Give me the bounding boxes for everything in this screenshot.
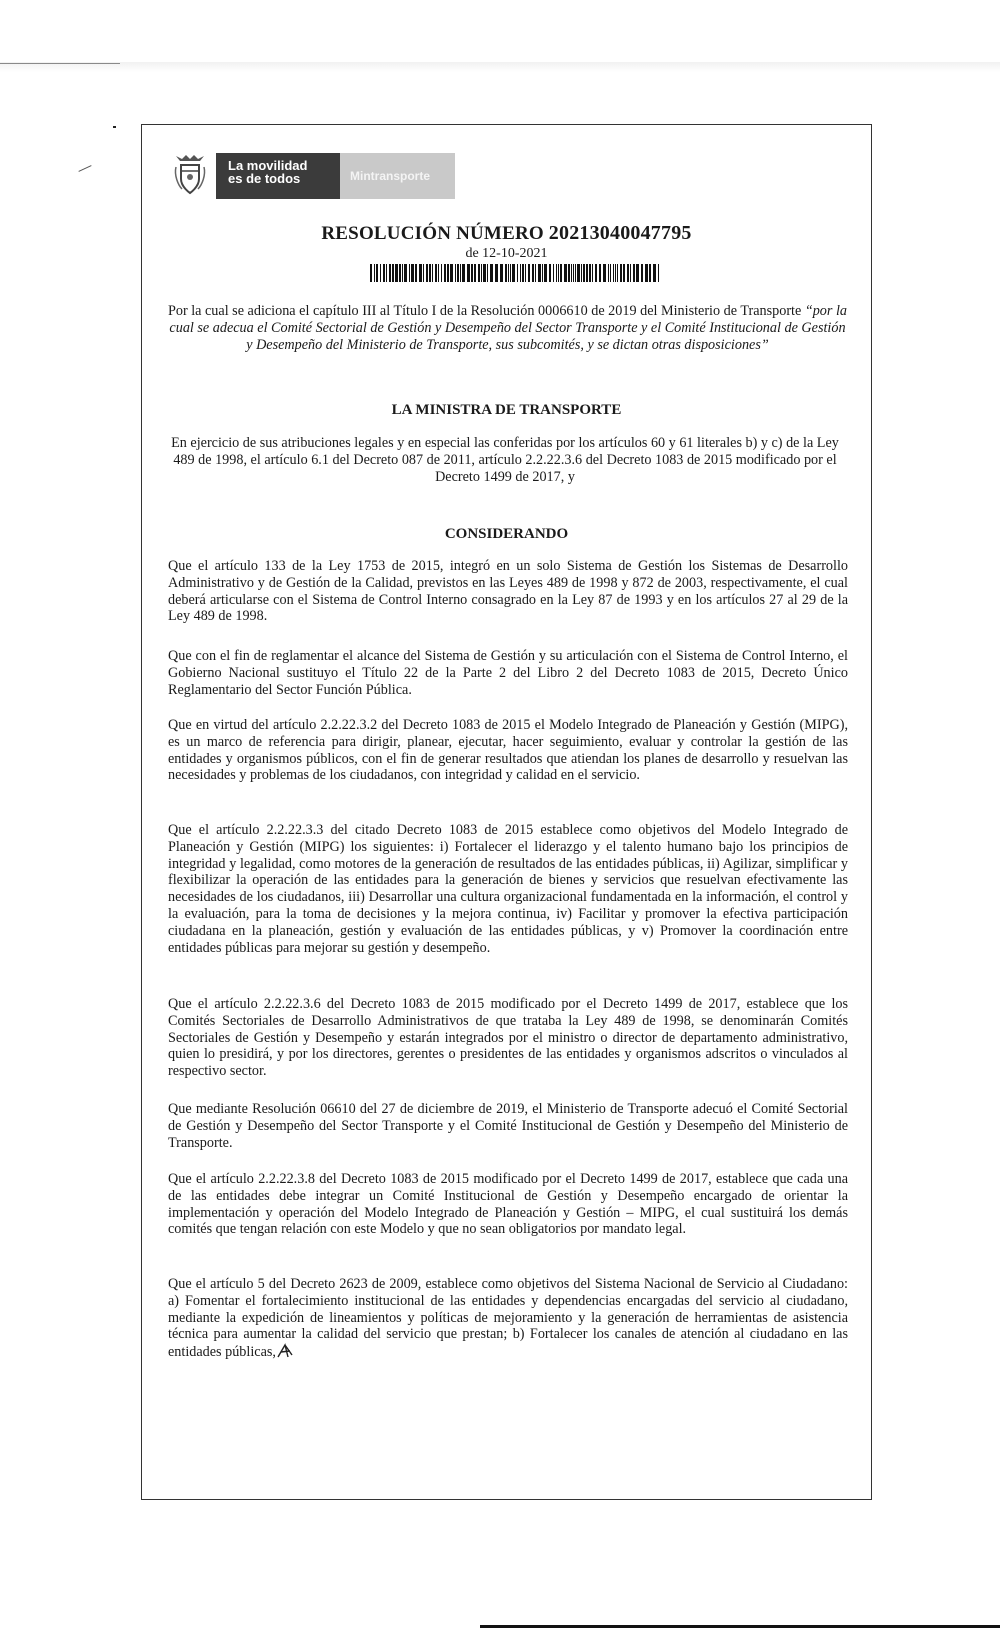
considering-paragraph-1: Que el artículo 133 de la Ley 1753 de 2015, integró en un solo Sistema de Gestión los Sistemas de Desarrollo Administrativo y de Gestión de la Calidad, previstos en las Leyes 489 de 1998 y 872 de 2003, respectivamente, el cual deberá articularse con el Sistema de Control Interno consagrado en la Ley 87 de 1993 y en los artículos 27 al 29 de la Ley 489 de 1998. xyxy=(168,558,848,625)
resolution-date: de 12-10-2021 xyxy=(465,246,548,261)
subject-quoted-title: “por la cual se adecua el Comité Sectorial de Gestión y Desempeño del Sector Transporte y el Comité Institucional de Gestión y Desempeño del Ministerio de Transporte, sus subcomités, y se dictan otras disposiciones” xyxy=(169,303,848,353)
considering-paragraph-2: Que con el fin de reglamentar el alcance del Sistema de Gestión y su articulación con el Sistema de Control Interno, el Gobierno Nacional sustituyo el Título 22 de la Parte 2 del Libro 2 del Decreto 1083 de 2015, Decreto Único Reglamentario del Sector Función Pública. xyxy=(168,648,848,698)
scan-edge-top xyxy=(0,62,1000,72)
barcode xyxy=(370,264,659,282)
resolution-subject xyxy=(165,303,850,353)
considering-paragraph-3: Que en virtud del artículo 2.2.22.3.2 del Decreto 1083 de 2015 el Modelo Integrado de Planeación y Gestión (MIPG), es un marco de referencia para dirigir, planear, ejecutar, hacer seguimiento, evaluar y controlar la gestión de las entidades y organismos públicos, con el fin de generar resultados que atiendan los planes de desarrollo y resuelvan las necesidades y problemas de los ciudadanos, con integridad y calidad en el servicio. xyxy=(168,717,848,784)
paragraph-8-text: Que el artículo 5 del Decreto 2623 de 2009, establece como objetivos del Sistema Nacional de Servicio al Ciudadano: a) Fomentar el fortalecimiento institucional de las entidades y dependencias encargadas del servicio al ciudadano, mediante la expedición de lineamientos y políticas de mejoramiento y la generación de herramientas de asistencia técnica para aumentar la calidad del servicio que prestan; b) Fortalecer los canales de atención al ciudadano en las entidades públicas, xyxy=(168,1276,848,1361)
scan-line-top xyxy=(0,63,120,64)
subject-text: Por la cual se adiciona el capítulo III al Título I de la Resolución 0006610 de 2019 del Ministerio de Transporte xyxy=(167,303,805,319)
considering-paragraph-5: Que el artículo 2.2.22.3.6 del Decreto 1083 de 2015 modificado por el Decreto 1499 de 2017, establece que los Comités Sectoriales de Desarrollo Administrativos de que trataba la Ley 489 de 1998, se denominarán Comités Sectoriales de Gestión y Desempeño y estarán integrados por el ministro o director de departamento administrativo, quien lo presidirá, y por los directores, gerentes o presidentes de las entidades y organismos adscritos o vinculados al respectivo sector. xyxy=(168,996,848,1080)
powers-paragraph: En ejercicio de sus atribuciones legales y en especial las conferidas por los artículos 60 y 61 literales b) y c) de la Ley 489 de 1998, el artículo 6.1 del Decreto 087 de 2011, artículo 2.2.22.3.6 del Decreto 1083 de 2015 modificado por el Decreto 1499 de 2017, y xyxy=(171,435,839,485)
coat-of-arms-icon xyxy=(172,153,208,199)
considering-paragraph-4: Que el artículo 2.2.22.3.3 del citado Decreto 1083 de 2015 establece como objetivos del Modelo Integrado de Planeación y Gestión (MIPG) los siguientes: i) Fortalecer el liderazgo y el talento humano bajo los principios de integridad y legalidad, como motores de la generación de resultados de las entidades públicas, ii) Agilizar, simplificar y flexibilizar la operación de las entidades para la generación de bienes y servicios que resuelvan efectivamente las necesidades de los ciudadanos, iii) Desarrollar una cultura organizacional fundamentada en la información, el control y la evaluación, para la toma de decisiones y la mejora continua, iv) Facilitar y promover la efectiva participación ciudadana en la planeación, gestión y evaluación de las entidades públicas, y v) Promover la coordinación entre entidades públicas para mejorar su gestión y desempeño. xyxy=(168,822,848,956)
brand-line-1: La movilidad xyxy=(228,158,308,173)
brand-banner xyxy=(216,153,455,199)
ministry-tag: Mintransporte xyxy=(340,153,455,199)
brand-slogan xyxy=(216,153,340,199)
letterhead-logo xyxy=(172,150,455,202)
resolution-title-prefix: RESOLUCIÓN NÚMERO xyxy=(321,223,544,244)
scan-speck xyxy=(78,165,91,172)
authority-heading: LA MINISTRA DE TRANSPORTE xyxy=(391,402,622,418)
considering-heading: CONSIDERANDO xyxy=(444,526,569,542)
initials-mark-icon xyxy=(276,1343,294,1359)
resolution-number: 20213040047795 xyxy=(548,222,692,244)
considering-paragraph-8 xyxy=(168,1276,848,1361)
considering-paragraph-7: Que el artículo 2.2.22.3.8 del Decreto 1083 de 2015 modificado por el Decreto 1499 de 2017, establece que cada una de las entidades debe integrar un Comité Institucional de Gestión y Desempeño encargado de orientar la implementación y operación del Modelo Integrado de Planeación y Gestión – MIPG, el cual sustituirá los demás comités que tengan relación con este Modelo y que no sean obligatorios por mandato legal. xyxy=(168,1171,848,1238)
resolution-title xyxy=(141,222,872,245)
scan-speck xyxy=(113,126,116,128)
considering-paragraph-6: Que mediante Resolución 06610 del 27 de diciembre de 2019, el Ministerio de Transporte adecuó el Comité Sectorial de Gestión y Desempeño del Sector Transporte y el Comité Institucional de Gestión y Desempeño del Ministerio de Transporte. xyxy=(168,1101,848,1151)
scan-line-bottom xyxy=(480,1625,1000,1628)
brand-line-2: es de todos xyxy=(228,171,301,186)
